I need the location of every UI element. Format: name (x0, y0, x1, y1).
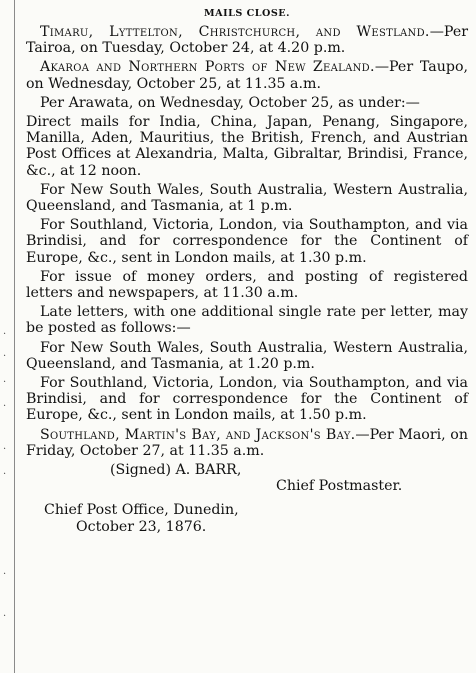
paragraph-text: —Per Maori, on Friday, October 27, at 11.35 a.m. (26, 426, 468, 459)
paragraph-late-nsw: For New South Wales, South Australia, Western Australia, Queensland, and Tasmania, at 1.20 p.m. (26, 339, 468, 372)
paragraph-late-southland: For Southland, Victoria, London, via Southampton, and via Brindisi, and for correspondence for the Continent of Europe, &c., sent in London mails, at 1.50 p.m. (26, 375, 468, 424)
signature-line: (Signed) A. BARR, (110, 462, 242, 479)
margin-mark: · (3, 401, 7, 412)
margin-mark: · (3, 469, 7, 480)
paragraph-text: —Per Tairoa, on Tuesday, October 24, at 4.20 p.m. (26, 24, 468, 57)
paragraph-arawata: Per Arawata, on Wednesday, October 25, as under:— (40, 94, 420, 111)
paragraph-late-letters: Late letters, with one additional single rate per letter, may be posted as follows:— (26, 304, 468, 337)
paragraph-lead: Akaroa and Northern Ports of New Zealand. (40, 59, 375, 76)
paragraph-southland: For Southland, Victoria, London, via Southampton, and via Brindisi, and for correspondence for the Continent of Europe, &c., sent in London mails, at 1.30 p.m. (26, 217, 468, 266)
mails-close-notice (26, 6, 468, 535)
dateline-date: October 23, 1876. (76, 518, 207, 535)
notice-heading: MAILS CLOSE. (204, 8, 290, 19)
signature-title: Chief Postmaster. (276, 478, 403, 495)
dateline-place: Chief Post Office, Dunedin, (44, 502, 239, 519)
paragraph-nsw: For New South Wales, South Australia, Western Australia, Queensland, and Tasmania, at 1 p.m. (26, 181, 468, 215)
margin-mark: · (3, 329, 7, 340)
paragraph-money-orders: For issue of money orders, and posting of registered letters and newspapers, at 11.30 a.m. (26, 268, 468, 302)
paragraph-text: —Per Taupo, on Wednesday, October 25, at 11.35 a.m. (26, 59, 468, 92)
paragraph-new-zealand (26, 59, 468, 91)
paragraph-jacksons-bay (26, 427, 468, 459)
margin-mark: · (3, 569, 7, 580)
column-rule (14, 0, 15, 673)
margin-mark: · (3, 444, 7, 455)
paragraph-lead: Southland, Martin's Bay, and Jackson's Bay. (40, 426, 356, 443)
margin-mark: · (3, 611, 7, 622)
paragraph-westland (26, 24, 468, 56)
margin-mark: · (3, 377, 7, 388)
paragraph-direct-mails: Direct mails for India, China, Japan, Penang, Singapore, Manilla, Aden, Mauritius, the British, French, and Austrian Post Offices at Alexandria, Malta, Gibraltar, Brindisi, France, &c., at 12 noon. (26, 114, 468, 179)
paragraph-lead: Timaru, Lyttelton, Christchurch, and Westland. (40, 24, 430, 40)
margin-mark: · (3, 351, 7, 362)
